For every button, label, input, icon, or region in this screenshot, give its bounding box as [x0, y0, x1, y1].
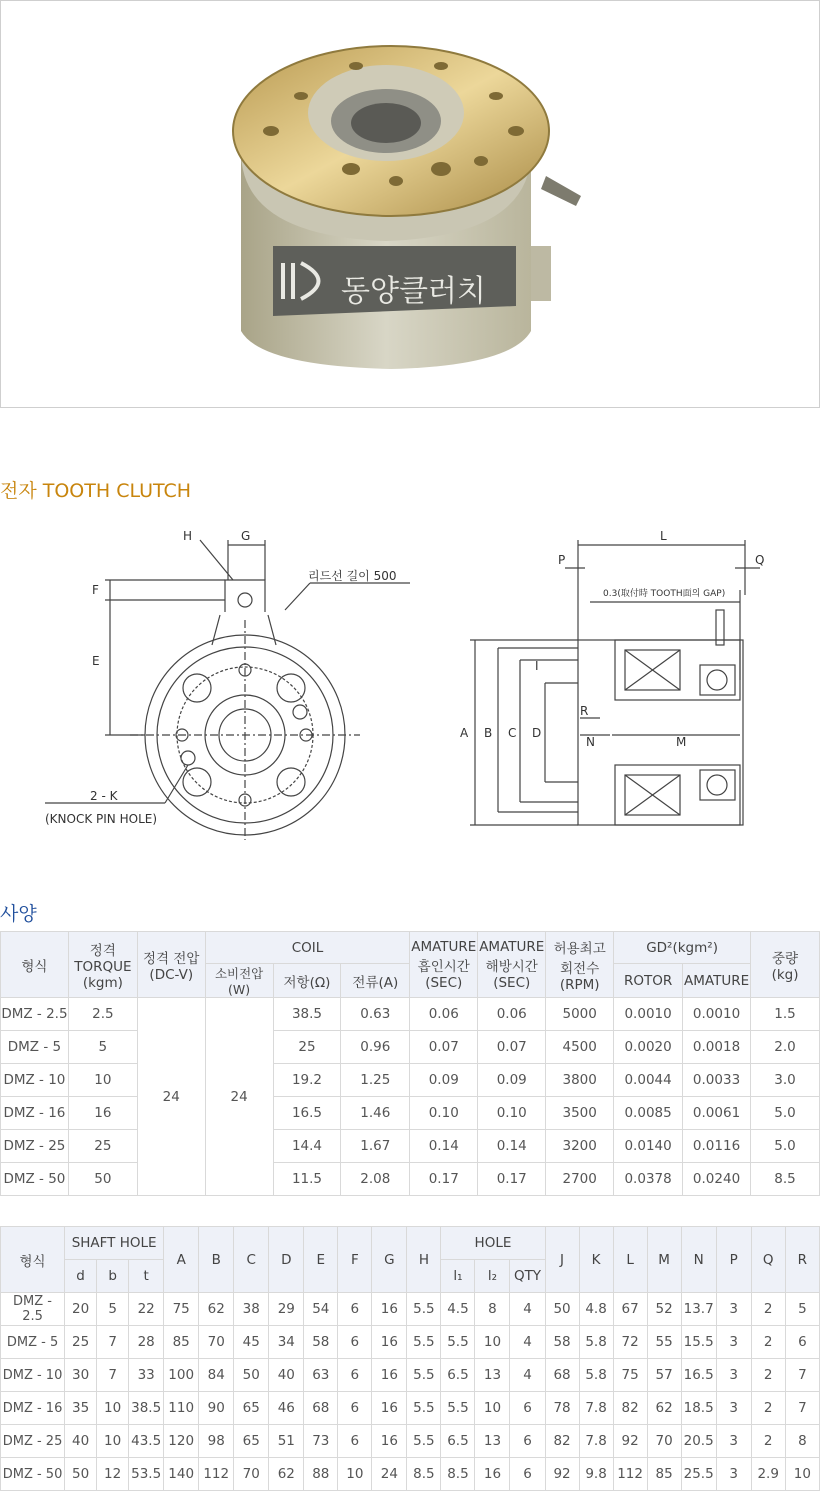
table-cell: 0.10 — [410, 1097, 478, 1130]
table-cell: 11.5 — [273, 1163, 341, 1196]
table-cell: 58 — [545, 1326, 579, 1359]
header-voltage: 정격 전압 (DC-V) — [137, 932, 205, 998]
table-cell: 65 — [234, 1392, 269, 1425]
table-cell: 6 — [510, 1458, 545, 1491]
table-cell: 2.08 — [341, 1163, 410, 1196]
table-cell: 0.96 — [341, 1031, 410, 1064]
table-cell: 5.8 — [579, 1326, 613, 1359]
table-cell: 5 — [68, 1031, 137, 1064]
label-h: H — [183, 529, 193, 543]
table-cell: 6 — [338, 1359, 372, 1392]
table-cell: 12 — [97, 1458, 129, 1491]
header-rpm: 허용최고 회전수 (RPM) — [546, 932, 614, 998]
table-cell: 73 — [304, 1425, 338, 1458]
table-cell: 33 — [129, 1359, 164, 1392]
label-f: F — [92, 583, 99, 597]
table-cell: 40 — [65, 1425, 97, 1458]
header-gd2: GD²(kgm²) — [614, 932, 751, 964]
table-cell: 20 — [65, 1293, 97, 1326]
dim-header-model: 형식 — [1, 1227, 65, 1293]
table-cell: 16 — [372, 1359, 407, 1392]
table-cell: 0.0085 — [614, 1097, 683, 1130]
table-cell: 6 — [510, 1392, 545, 1425]
table-cell: 54 — [304, 1293, 338, 1326]
dim-header-d: D — [269, 1227, 304, 1293]
table-cell: DMZ - 10 — [1, 1359, 65, 1392]
table-cell: 75 — [613, 1359, 647, 1392]
dim-header-k: K — [579, 1227, 613, 1293]
table-cell: 6 — [785, 1326, 819, 1359]
table-cell: 70 — [199, 1326, 234, 1359]
label-c: C — [508, 726, 517, 740]
dim-header-p: P — [716, 1227, 751, 1293]
table-cell: 24 — [205, 998, 273, 1196]
table-row — [1, 1064, 820, 1097]
table-cell: 0.09 — [410, 1064, 478, 1097]
table-cell: 67 — [613, 1293, 647, 1326]
label-r: R — [580, 704, 589, 718]
table-cell: 16 — [475, 1458, 510, 1491]
table-cell: 5.5 — [407, 1326, 441, 1359]
table-cell: 1.25 — [341, 1064, 410, 1097]
table-cell: 68 — [545, 1359, 579, 1392]
label-e: E — [92, 654, 100, 668]
table-cell: 5.5 — [441, 1326, 475, 1359]
dim-header-g: G — [372, 1227, 407, 1293]
table-cell: 38.5 — [129, 1392, 164, 1425]
table-cell: 3 — [716, 1293, 751, 1326]
table-cell: 30 — [65, 1359, 97, 1392]
table-cell: 43.5 — [129, 1425, 164, 1458]
spec-table — [0, 931, 820, 1196]
table-cell: 10 — [785, 1458, 819, 1491]
table-cell: 5.5 — [407, 1425, 441, 1458]
label-knock-pin: (KNOCK PIN HOLE) — [45, 812, 158, 826]
table-cell: 19.2 — [273, 1064, 341, 1097]
table-cell: DMZ - 5 — [1, 1326, 65, 1359]
table-cell: 2 — [751, 1392, 785, 1425]
dim-header-f: F — [338, 1227, 372, 1293]
table-cell: DMZ - 2.5 — [1, 1293, 65, 1326]
header-coil-resistance: 저항(Ω) — [273, 964, 341, 998]
table-cell: 0.14 — [478, 1130, 546, 1163]
table-cell: 112 — [199, 1458, 234, 1491]
table-cell: DMZ - 25 — [1, 1130, 69, 1163]
label-m: M — [676, 735, 687, 749]
table-cell: 70 — [234, 1458, 269, 1491]
table-cell: 57 — [647, 1359, 681, 1392]
table-cell: 7 — [97, 1359, 129, 1392]
dim-header-q: Q — [751, 1227, 785, 1293]
label-a: A — [460, 726, 469, 740]
header-torque: 정격 TORQUE (kgm) — [68, 932, 137, 998]
table-cell: 2 — [751, 1425, 785, 1458]
table-cell: 68 — [304, 1392, 338, 1425]
table-cell: 0.0018 — [683, 1031, 751, 1064]
table-cell: DMZ - 10 — [1, 1064, 69, 1097]
table-cell: 62 — [269, 1458, 304, 1491]
label-q: Q — [755, 553, 765, 567]
table-cell: 7 — [785, 1392, 819, 1425]
table-cell: 2.5 — [68, 998, 137, 1031]
label-g: G — [241, 529, 251, 543]
table-cell: 75 — [164, 1293, 199, 1326]
table-cell: 16 — [372, 1326, 407, 1359]
table-cell: 16.5 — [273, 1097, 341, 1130]
table-row — [1, 1293, 820, 1326]
table-cell: 10 — [68, 1064, 137, 1097]
table-cell: 8.5 — [407, 1458, 441, 1491]
table-cell: 85 — [164, 1326, 199, 1359]
header-weight: 중량 (kg) — [751, 932, 820, 998]
table-cell: DMZ - 16 — [1, 1392, 65, 1425]
label-d: D — [532, 726, 542, 740]
table-cell: 85 — [647, 1458, 681, 1491]
table-cell: DMZ - 5 — [1, 1031, 69, 1064]
table-cell: 3 — [716, 1425, 751, 1458]
table-cell: 0.0116 — [683, 1130, 751, 1163]
table-cell: 9.8 — [579, 1458, 613, 1491]
table-cell: 38 — [234, 1293, 269, 1326]
table-cell: 0.0010 — [614, 998, 683, 1031]
label-n: N — [586, 735, 595, 749]
table-cell: 4.8 — [579, 1293, 613, 1326]
table-cell: 4 — [510, 1326, 545, 1359]
table-cell: 8 — [785, 1425, 819, 1458]
table-cell: 13 — [475, 1359, 510, 1392]
table-cell: 13 — [475, 1425, 510, 1458]
table-cell: 3800 — [546, 1064, 614, 1097]
dim-header-hole-qty: QTY — [510, 1260, 545, 1293]
label-b: B — [484, 726, 493, 740]
table-cell: 10 — [97, 1392, 129, 1425]
table-cell: 4 — [510, 1293, 545, 1326]
table-cell: 62 — [199, 1293, 234, 1326]
table-cell: 3 — [716, 1458, 751, 1491]
table-cell: 38.5 — [273, 998, 341, 1031]
dim-header-m: M — [647, 1227, 681, 1293]
table-cell: 6 — [338, 1293, 372, 1326]
table-cell: 53.5 — [129, 1458, 164, 1491]
table-cell: 35 — [65, 1392, 97, 1425]
table-cell: 6.5 — [441, 1425, 475, 1458]
table-cell: 0.06 — [478, 998, 546, 1031]
table-cell: 88 — [304, 1458, 338, 1491]
header-model: 형식 — [1, 932, 69, 998]
label-l: L — [660, 529, 667, 543]
table-cell: 15.5 — [681, 1326, 716, 1359]
table-cell: 2 — [751, 1293, 785, 1326]
table-cell: 3 — [716, 1326, 751, 1359]
table-row — [1, 1458, 820, 1491]
table-row — [1, 1359, 820, 1392]
table-cell: 4 — [510, 1359, 545, 1392]
table-cell: 46 — [269, 1392, 304, 1425]
table-cell: 1.67 — [341, 1130, 410, 1163]
table-cell: 2 — [751, 1326, 785, 1359]
table-cell: 5 — [97, 1293, 129, 1326]
table-cell: 22 — [129, 1293, 164, 1326]
dim-header-j: J — [545, 1227, 579, 1293]
table-cell: 16 — [372, 1392, 407, 1425]
table-cell: 5.5 — [441, 1392, 475, 1425]
dim-header-shaft-d: d — [65, 1260, 97, 1293]
table-cell: 34 — [269, 1326, 304, 1359]
table-cell: DMZ - 2.5 — [1, 998, 69, 1031]
table-row — [1, 1130, 820, 1163]
table-cell: 4500 — [546, 1031, 614, 1064]
product-photo — [0, 0, 820, 408]
table-cell: 7 — [97, 1326, 129, 1359]
label-2k: 2 - K — [90, 789, 118, 803]
table-cell: 2.9 — [751, 1458, 785, 1491]
table-cell: 0.0378 — [614, 1163, 683, 1196]
dim-header-a: A — [164, 1227, 199, 1293]
header-amature-in: AMATURE 흡인시간 (SEC) — [410, 932, 478, 998]
header-coil: COIL — [205, 932, 410, 964]
table-cell: 8 — [475, 1293, 510, 1326]
table-cell: 6.5 — [441, 1359, 475, 1392]
header-coil-watt: 소비전압(W) — [205, 964, 273, 998]
table-cell: 0.0010 — [683, 998, 751, 1031]
table-cell: 98 — [199, 1425, 234, 1458]
table-cell: 10 — [475, 1326, 510, 1359]
table-cell: 10 — [475, 1392, 510, 1425]
table-cell: 24 — [137, 998, 205, 1196]
table-cell: 112 — [613, 1458, 647, 1491]
technical-drawing — [0, 520, 820, 850]
table-cell: 5.0 — [751, 1130, 820, 1163]
table-cell: 4.5 — [441, 1293, 475, 1326]
table-cell: 58 — [304, 1326, 338, 1359]
logo-text: 동양클러치 — [341, 274, 486, 309]
table-cell: 29 — [269, 1293, 304, 1326]
table-cell: 16 — [372, 1425, 407, 1458]
table-cell: 1.46 — [341, 1097, 410, 1130]
table-cell: 82 — [613, 1392, 647, 1425]
table-cell: 0.0140 — [614, 1130, 683, 1163]
table-cell: 0.0020 — [614, 1031, 683, 1064]
table-row — [1, 998, 820, 1031]
table-row — [1, 1425, 820, 1458]
table-cell: 50 — [68, 1163, 137, 1196]
header-gd2-rotor: ROTOR — [614, 964, 683, 998]
table-cell: 5 — [785, 1293, 819, 1326]
table-cell: 7.8 — [579, 1425, 613, 1458]
table-cell: 6 — [338, 1392, 372, 1425]
table-cell: 50 — [545, 1293, 579, 1326]
table-cell: 62 — [647, 1392, 681, 1425]
label-i: I — [535, 659, 539, 673]
dim-header-n: N — [681, 1227, 716, 1293]
table-cell: 25 — [68, 1130, 137, 1163]
table-cell: 2700 — [546, 1163, 614, 1196]
table-cell: 20.5 — [681, 1425, 716, 1458]
dim-header-shaft-b: b — [97, 1260, 129, 1293]
table-cell: 65 — [234, 1425, 269, 1458]
table-cell: DMZ - 25 — [1, 1425, 65, 1458]
header-coil-current: 전류(A) — [341, 964, 410, 998]
table-cell: 51 — [269, 1425, 304, 1458]
dim-header-l: L — [613, 1227, 647, 1293]
table-cell: 24 — [372, 1458, 407, 1491]
table-cell: 45 — [234, 1326, 269, 1359]
table-cell: 6 — [338, 1425, 372, 1458]
table-cell: 28 — [129, 1326, 164, 1359]
table-row — [1, 1163, 820, 1196]
table-cell: 0.0240 — [683, 1163, 751, 1196]
dim-header-shaft: SHAFT HOLE — [65, 1227, 164, 1260]
table-cell: 2 — [751, 1359, 785, 1392]
table-cell: 25 — [273, 1031, 341, 1064]
table-cell: 3 — [716, 1359, 751, 1392]
table-cell: DMZ - 16 — [1, 1097, 69, 1130]
dim-header-hole-l2: l₂ — [475, 1260, 510, 1293]
header-gd2-amature: AMATURE — [683, 964, 751, 998]
table-cell: 140 — [164, 1458, 199, 1491]
table-cell: 52 — [647, 1293, 681, 1326]
table-cell: 7 — [785, 1359, 819, 1392]
table-cell: 0.0044 — [614, 1064, 683, 1097]
table-cell: 72 — [613, 1326, 647, 1359]
table-cell: 16.5 — [681, 1359, 716, 1392]
dim-header-shaft-t: t — [129, 1260, 164, 1293]
table-cell: 0.09 — [478, 1064, 546, 1097]
dim-header-b: B — [199, 1227, 234, 1293]
dim-header-c: C — [234, 1227, 269, 1293]
table-cell: 5.5 — [407, 1293, 441, 1326]
table-cell: 110 — [164, 1392, 199, 1425]
table-row — [1, 1097, 820, 1130]
table-cell: 0.10 — [478, 1097, 546, 1130]
dim-header-hole: HOLE — [441, 1227, 545, 1260]
label-p: P — [558, 553, 566, 567]
table-cell: 50 — [65, 1458, 97, 1491]
table-cell: 8.5 — [441, 1458, 475, 1491]
table-cell: 0.17 — [478, 1163, 546, 1196]
table-cell: 6 — [510, 1425, 545, 1458]
table-cell: DMZ - 50 — [1, 1458, 65, 1491]
label-lead-wire: 리드선 길이 500 — [308, 569, 397, 583]
table-row — [1, 1326, 820, 1359]
table-cell: 3500 — [546, 1097, 614, 1130]
table-cell: 7.8 — [579, 1392, 613, 1425]
table-cell: 2.0 — [751, 1031, 820, 1064]
table-cell: DMZ - 50 — [1, 1163, 69, 1196]
table-cell: 5.0 — [751, 1097, 820, 1130]
table-cell: 5.5 — [407, 1392, 441, 1425]
table-cell: 92 — [545, 1458, 579, 1491]
table-cell: 55 — [647, 1326, 681, 1359]
table-cell: 8.5 — [751, 1163, 820, 1196]
table-cell: 0.14 — [410, 1130, 478, 1163]
table-cell: 5.8 — [579, 1359, 613, 1392]
tooth-clutch-title: 전자 TOOTH CLUTCH — [0, 480, 192, 502]
table-cell: 18.5 — [681, 1392, 716, 1425]
table-cell: 0.0033 — [683, 1064, 751, 1097]
table-cell: 84 — [199, 1359, 234, 1392]
table-row — [1, 1031, 820, 1064]
table-cell: 25.5 — [681, 1458, 716, 1491]
label-gap: 0.3(取付時 TOOTH面의 GAP) — [603, 589, 726, 599]
table-cell: 70 — [647, 1425, 681, 1458]
dim-header-h: H — [407, 1227, 441, 1293]
table-cell: 63 — [304, 1359, 338, 1392]
table-cell: 0.17 — [410, 1163, 478, 1196]
table-cell: 0.07 — [478, 1031, 546, 1064]
table-cell: 0.07 — [410, 1031, 478, 1064]
table-cell: 16 — [68, 1097, 137, 1130]
table-cell: 3.0 — [751, 1064, 820, 1097]
table-row — [1, 1392, 820, 1425]
table-cell: 0.06 — [410, 998, 478, 1031]
table-cell: 10 — [338, 1458, 372, 1491]
table-cell: 90 — [199, 1392, 234, 1425]
table-cell: 92 — [613, 1425, 647, 1458]
table-cell: 10 — [97, 1425, 129, 1458]
table-cell: 0.63 — [341, 998, 410, 1031]
dim-header-e: E — [304, 1227, 338, 1293]
table-cell: 78 — [545, 1392, 579, 1425]
table-cell: 50 — [234, 1359, 269, 1392]
table-cell: 5000 — [546, 998, 614, 1031]
dim-header-r: R — [785, 1227, 819, 1293]
table-cell: 6 — [338, 1326, 372, 1359]
table-cell: 100 — [164, 1359, 199, 1392]
table-cell: 40 — [269, 1359, 304, 1392]
table-cell: 1.5 — [751, 998, 820, 1031]
table-cell: 3200 — [546, 1130, 614, 1163]
table-cell: 25 — [65, 1326, 97, 1359]
table-cell: 16 — [372, 1293, 407, 1326]
table-cell: 120 — [164, 1425, 199, 1458]
header-amature-out: AMATURE 해방시간 (SEC) — [478, 932, 546, 998]
table-cell: 82 — [545, 1425, 579, 1458]
table-cell: 5.5 — [407, 1359, 441, 1392]
table-cell: 13.7 — [681, 1293, 716, 1326]
table-cell: 0.0061 — [683, 1097, 751, 1130]
table-cell: 3 — [716, 1392, 751, 1425]
dimension-table — [0, 1226, 820, 1491]
spec-title: 사양 — [0, 903, 37, 925]
dim-header-hole-l1: l₁ — [441, 1260, 475, 1293]
table-cell: 14.4 — [273, 1130, 341, 1163]
